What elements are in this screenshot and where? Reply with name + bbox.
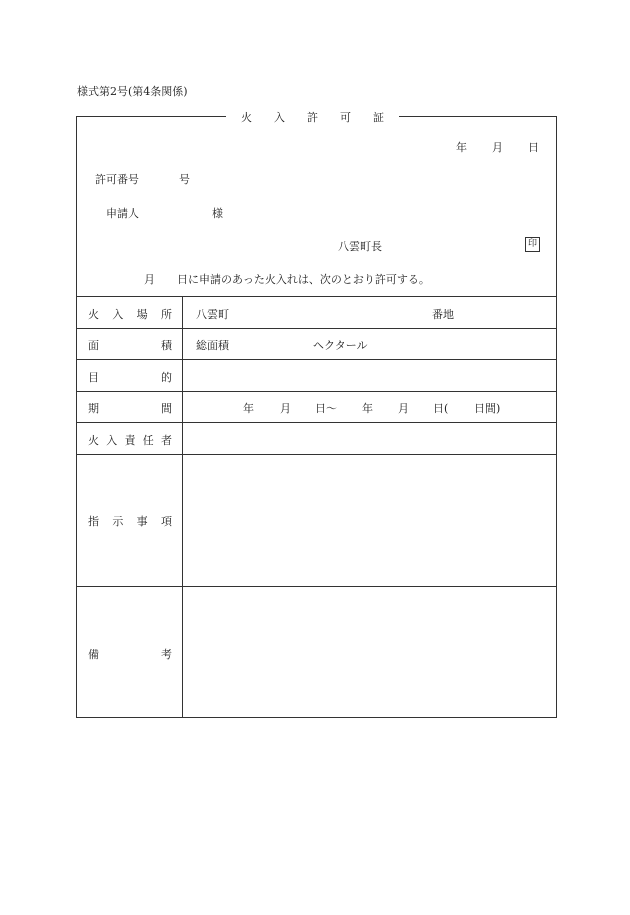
area-label: 面 積 (88, 339, 172, 352)
row-divider (76, 296, 557, 297)
period-days: 日間) (474, 402, 501, 415)
permit-number-suffix: 号 (179, 173, 190, 186)
purpose-label: 目 的 (88, 371, 172, 384)
period-start-year: 年 (243, 402, 254, 415)
title-char: 入 (274, 111, 285, 124)
location-town: 八雲町 (196, 308, 229, 321)
title-char: 証 (373, 111, 384, 124)
title-char: 火 (241, 111, 252, 124)
period-start-day: 日〜 (315, 402, 337, 415)
area-prefix: 総面積 (196, 339, 229, 352)
area-unit: ヘクタール (313, 339, 368, 352)
applicant-honorific: 様 (212, 207, 223, 220)
row-divider (76, 586, 557, 587)
date-year: 年 (456, 141, 467, 154)
column-divider (182, 296, 183, 718)
period-end-day: 日( (433, 402, 449, 415)
location-label: 火 入 場 所 (88, 308, 172, 321)
permit-form-frame (76, 116, 557, 718)
mayor-title: 八雲町長 (338, 240, 382, 253)
title-char: 可 (340, 111, 351, 124)
row-divider (76, 422, 557, 423)
location-lot: 番地 (432, 308, 454, 321)
instructions-label: 指 示 事 項 (88, 515, 172, 528)
period-end-year: 年 (362, 402, 373, 415)
row-divider (76, 391, 557, 392)
title-char: 許 (307, 111, 318, 124)
manager-label: 火 入 責 任 者 (88, 434, 172, 447)
seal-mark: 印 (525, 237, 540, 252)
remarks-label: 備 考 (88, 648, 172, 661)
applicant-label: 申請人 (106, 207, 139, 220)
period-label: 期 間 (88, 402, 172, 415)
statement-text: 日に申請のあった火入れは、次のとおり許可する。 (177, 273, 430, 286)
date-day: 日 (528, 141, 539, 154)
form-number: 様式第2号(第4条関係) (77, 85, 188, 98)
row-divider (76, 454, 557, 455)
row-divider (76, 359, 557, 360)
period-end-month: 月 (398, 402, 409, 415)
statement-month: 月 (144, 273, 155, 286)
period-start-month: 月 (280, 402, 291, 415)
row-divider (76, 328, 557, 329)
date-month: 月 (492, 141, 503, 154)
permit-number-label: 許可番号 (95, 173, 139, 186)
form-title (226, 109, 399, 125)
